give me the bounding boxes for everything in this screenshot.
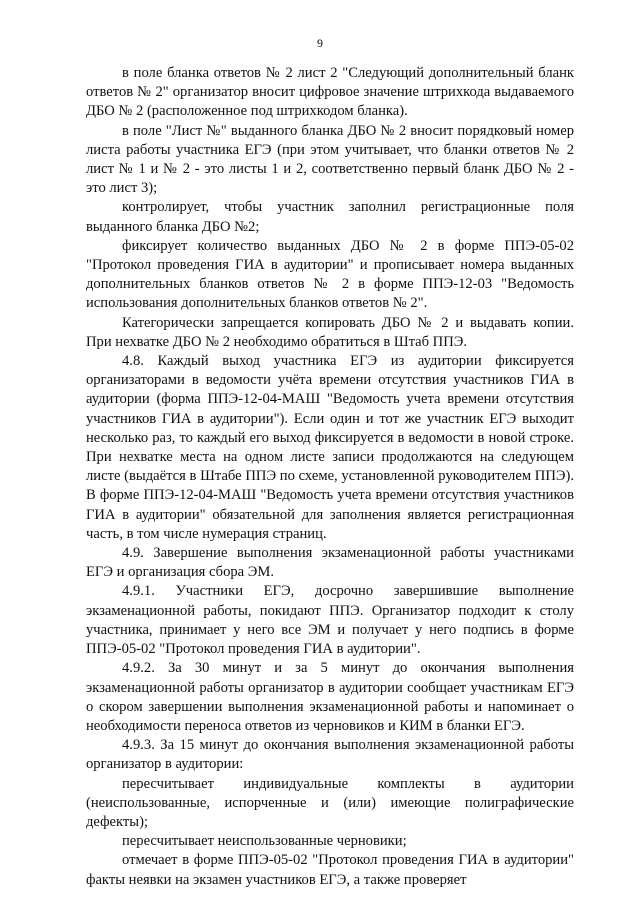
page-number: 9: [317, 36, 323, 50]
paragraph: 4.9.1. Участники ЕГЭ, досрочно завершившие выполнение экзаменационной работы, покидают ППЭ. Организатор подходит к столу участника, принимает у него все ЭМ и получает у него подпись в форме ППЭ-05-02 "Протокол проведения ГИА в аудитории".: [86, 583, 574, 658]
paragraph: 4.9.3. За 15 минут до окончания выполнения экзаменационной работы организатор в аудитории:: [86, 737, 574, 773]
paragraph: пересчитывает индивидуальные комплекты в аудитории (неиспользованные, испорченные и (или) имеющие полиграфические дефекты);: [86, 775, 574, 830]
paragraph: в поле "Лист №" выданного бланка ДБО № 2 вносит порядковый номер листа работы участника ЕГЭ (при этом учитывает, что бланки ответов № 2 лист № 1 и № 2 - это листы 1 и 2, соответственно первый бланк ДБО № 2 - это лист 3);: [86, 122, 574, 197]
body-text: [86, 64, 574, 890]
paragraph: 4.8. Каждый выход участника ЕГЭ из аудитории фиксируется организаторами в ведомости учёта времени отсутствия участников ГИА в аудитории (форма ППЭ-12-04-МАШ "Ведомость учета времени отсутствия участников ГИА в аудитории"). Если один и тот же участник ЕГЭ выходит несколько раз, то каждый его выход фиксируется в ведомости в новой строке. При нехватке места на одном листе записи продолжаются на следующем листе (выдаётся в Штабе ППЭ по схеме, установленной руководителем ППЭ). В форме ППЭ-12-04-МАШ "Ведомость учета времени отсутствия участников ГИА в аудитории" обязательной для заполнения является регистрационная часть, в том числе нумерация страниц.: [86, 353, 574, 542]
paragraph: контролирует, чтобы участник заполнил регистрационные поля выданного бланка ДБО №2;: [86, 199, 574, 235]
paragraph: отмечает в форме ППЭ-05-02 "Протокол проведения ГИА в аудитории" факты неявки на экзамен участников ЕГЭ, а также проверяет: [86, 852, 574, 888]
paragraph: Категорически запрещается копировать ДБО № 2 и выдавать копии. При нехватке ДБО № 2 необходимо обратиться в Штаб ППЭ.: [86, 314, 574, 350]
paragraph: в поле бланка ответов № 2 лист 2 "Следующий дополнительный бланк ответов № 2" организатор вносит цифровое значение штрихкода выдаваемого ДБО № 2 (расположенное под штрихкодом бланка).: [86, 65, 574, 120]
paragraph: 4.9. Завершение выполнения экзаменационной работы участниками ЕГЭ и организация сбора ЭМ.: [86, 545, 574, 581]
paragraph: фиксирует количество выданных ДБО № 2 в форме ППЭ-05-02 "Протокол проведения ГИА в аудитории" и прописывает номера выданных дополнительных бланков ответов № 2 в форме ППЭ-12-03 "Ведомость использования дополнительных бланков ответов № 2".: [86, 237, 574, 312]
paragraph: 4.9.2. За 30 минут и за 5 минут до окончания выполнения экзаменационной работы организатор в аудитории сообщает участникам ЕГЭ о скором завершении выполнения экзаменационной работы и напоминает о необходимости переноса ответов из черновиков и КИМ в бланки ЕГЭ.: [86, 660, 574, 734]
paragraph: пересчитывает неиспользованные черновики;: [122, 833, 407, 850]
